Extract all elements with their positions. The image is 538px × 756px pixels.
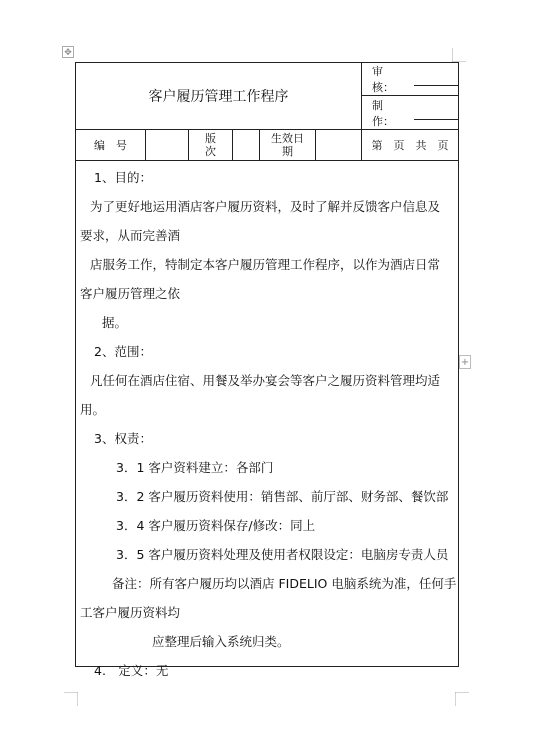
body-text xyxy=(80,163,456,685)
body-line: 3．5 客户履历资料处理及使用者权限设定：电脑房专责人员 xyxy=(116,547,449,562)
review-line xyxy=(414,73,458,86)
review-field[interactable] xyxy=(362,63,458,96)
body-line: 3．4 客户履历资料保存/修改：同上 xyxy=(116,518,316,533)
made-line xyxy=(414,107,458,120)
body-line: 店服务工作，特制定本客户履历管理工作程序，以作为酒店日常 xyxy=(90,257,441,272)
table-move-handle-icon[interactable]: ✥ xyxy=(62,46,74,58)
body-line: 备注：所有客户履历均以酒店 FIDELIO 电脑系统为准，任何手 xyxy=(112,576,457,591)
document-title: 客户履历管理工作程序 xyxy=(76,63,362,129)
body-line: 客户履历管理之依 xyxy=(80,286,181,301)
version-value[interactable] xyxy=(233,130,260,160)
body-line: 3、权责： xyxy=(94,431,152,446)
body-line: 1、目的： xyxy=(94,170,152,185)
body-line: 3．1 客户资料建立：各部门 xyxy=(116,460,274,475)
body-line: 4. 定义：无 xyxy=(94,663,169,678)
body-line: 用。 xyxy=(80,402,106,417)
body-line: 3．2 客户履历资料使用：销售部、前厅部、财务部、餐饮部 xyxy=(116,489,449,504)
add-column-plus-icon[interactable]: + xyxy=(460,357,470,368)
body-line: 工客户履历资料均 xyxy=(80,605,181,620)
number-value[interactable] xyxy=(146,130,189,160)
page-label: 第 页 共 页 xyxy=(371,138,449,152)
body-line: 2、范围： xyxy=(94,344,152,359)
made-field[interactable] xyxy=(362,97,458,129)
body-line: 为了更好地运用酒店客户履历资料，及时了解并反馈客户信息及 xyxy=(90,199,441,214)
margin-corner-bottom-left-icon xyxy=(64,692,78,706)
review-label: 审 核： xyxy=(372,65,394,94)
margin-corner-top-left-icon xyxy=(64,48,78,62)
effective-value[interactable] xyxy=(316,130,362,160)
made-label: 制 作： xyxy=(372,99,394,128)
body-line: 据。 xyxy=(102,315,128,330)
number-label: 编 号 xyxy=(76,130,146,160)
margin-corner-top-right-icon xyxy=(452,48,466,62)
version-label: 版 次 xyxy=(189,130,233,160)
body-line: 要求，从而完善酒 xyxy=(80,228,181,243)
effective-label: 生效日 期 xyxy=(260,130,316,160)
body-line: 凡任何在酒店住宿、用餐及举办宴会等客户之履历资料管理均适 xyxy=(90,373,441,388)
meta-row xyxy=(76,129,458,161)
margin-corner-bottom-right-icon xyxy=(455,692,469,706)
procedure-table xyxy=(75,62,459,678)
body-line: 应整理后输入系统归类。 xyxy=(152,634,290,649)
